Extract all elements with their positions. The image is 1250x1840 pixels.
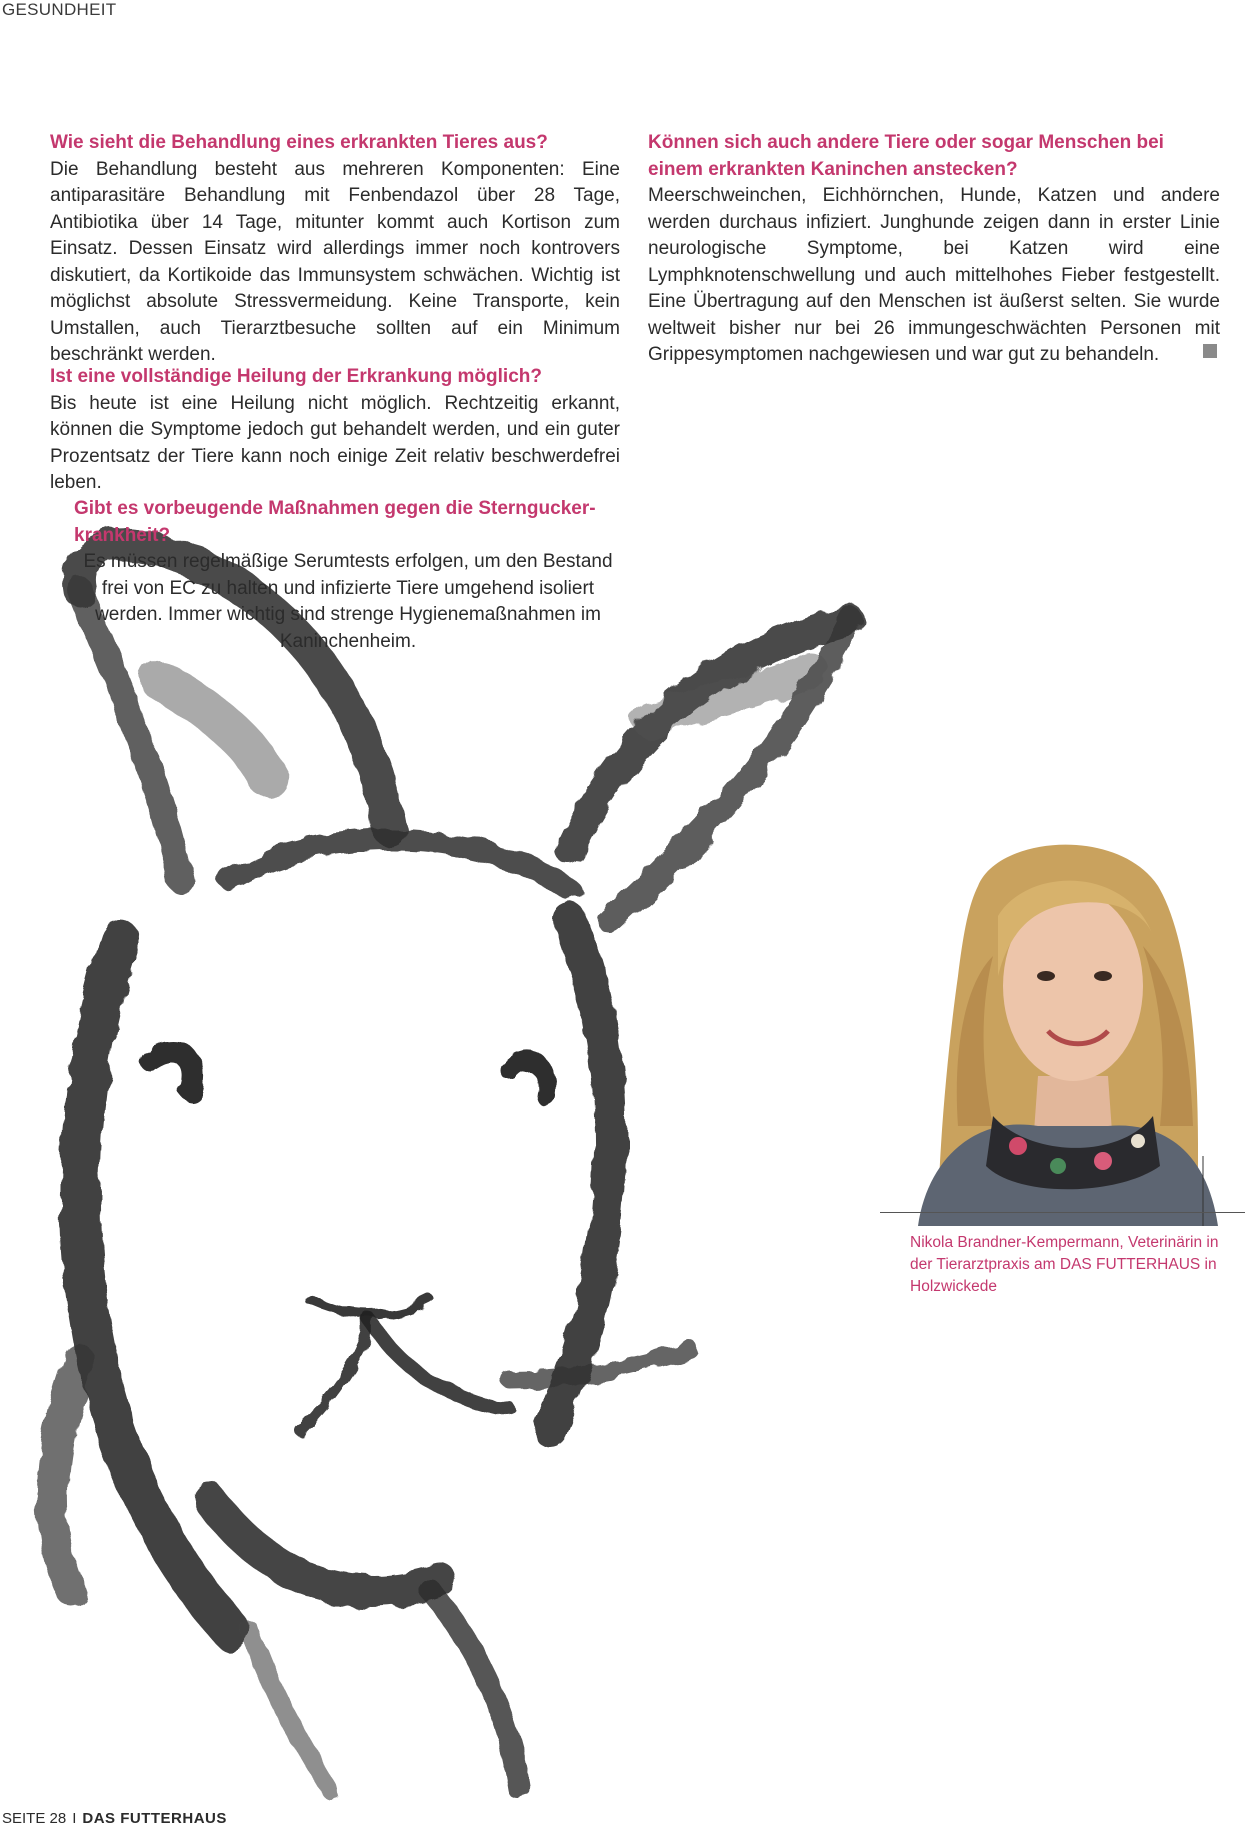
qa-healing (50, 364, 620, 497)
answer-text: Bis heute ist eine Heilung nicht möglich. Rechtzeitig erkannt, können die Symptome jedoch gut behandelt werden, und ein guter Prozentsatz der Tiere kann noch einige Zeit relativ beschwerdefrei leben. (50, 392, 620, 493)
rabbit-ink-illustration (10, 500, 910, 1820)
article-end-mark (1203, 344, 1217, 358)
qa-treatment (50, 130, 620, 369)
question-heading: Gibt es vorbeugende Maßnahmen gegen die Sternguckerkrankheit? (74, 498, 596, 546)
question-heading: Wie sieht die Behandlung eines erkrankten Tieres aus? (50, 132, 548, 153)
question-heading: Können sich auch andere Tiere oder sogar Menschen bei einem erkrankten Kaninchen anstecken? (648, 132, 1164, 180)
answer-text: Die Behandlung besteht aus mehreren Komponenten: Eine antiparasitäre Behandlung mit Fenbendazol über 28 Tage, Antibiotika über 14 Tage, mitunter kommt auch Kortison zum Einsatz. Dessen Einsatz wird allerdings immer noch kontrovers diskutiert, da Kortikoide das Immunsystem schwächen. Wichtig ist möglichst absolute Stressvermeidung. Keine Transporte, kein Umstallen, auch Tierarztbesuche sollten auf ein Minimum beschränkt werden. (50, 158, 620, 365)
portrait-photo (898, 826, 1218, 1226)
brand-name: DAS FUTTERHAUS (82, 1810, 227, 1827)
question-heading: Ist eine vollständige Heilung der Erkrankung möglich? (50, 366, 542, 387)
answer-text: Meerschweinchen, Eichhörnchen, Hunde, Katzen und andere werden durchaus infiziert. Junghunde zeigen dann in erster Linie neurologische Symptome, bei Katzen wird eine Lymphknotenschwellung und auch mittelhohes Fieber festgestellt. Eine Übertragung auf den Menschen ist äußerst selten. Sie wurde weltweit bisher nur bei 26 immungeschwächten Personen mit Grippesymptomen nachgewiesen und war gut zu behandeln. (648, 185, 1220, 365)
page-number: SEITE 28 (2, 1810, 67, 1827)
portrait-caption: Nikola Brandner-Kempermann, Veterinärin in der Tierarztpraxis am DAS FUTTERHAUS in Holzwickede (910, 1234, 1219, 1295)
section-label: GESUNDHEIT (2, 0, 117, 19)
page-footer (2, 1810, 227, 1827)
caption-rule (880, 1212, 1245, 1213)
qa-transmission (648, 130, 1220, 369)
qa-prevention (74, 496, 622, 655)
answer-text: Es müssen regelmäßige Serumtests erfolgen, um den Bestand frei von EC zu halten und infizierte Tiere umgehend isoliert werden. Immer wichtig sind strenge Hygienemaßnahmen im Kaninchenheim. (83, 551, 613, 652)
footer-separator: I (72, 1810, 77, 1827)
